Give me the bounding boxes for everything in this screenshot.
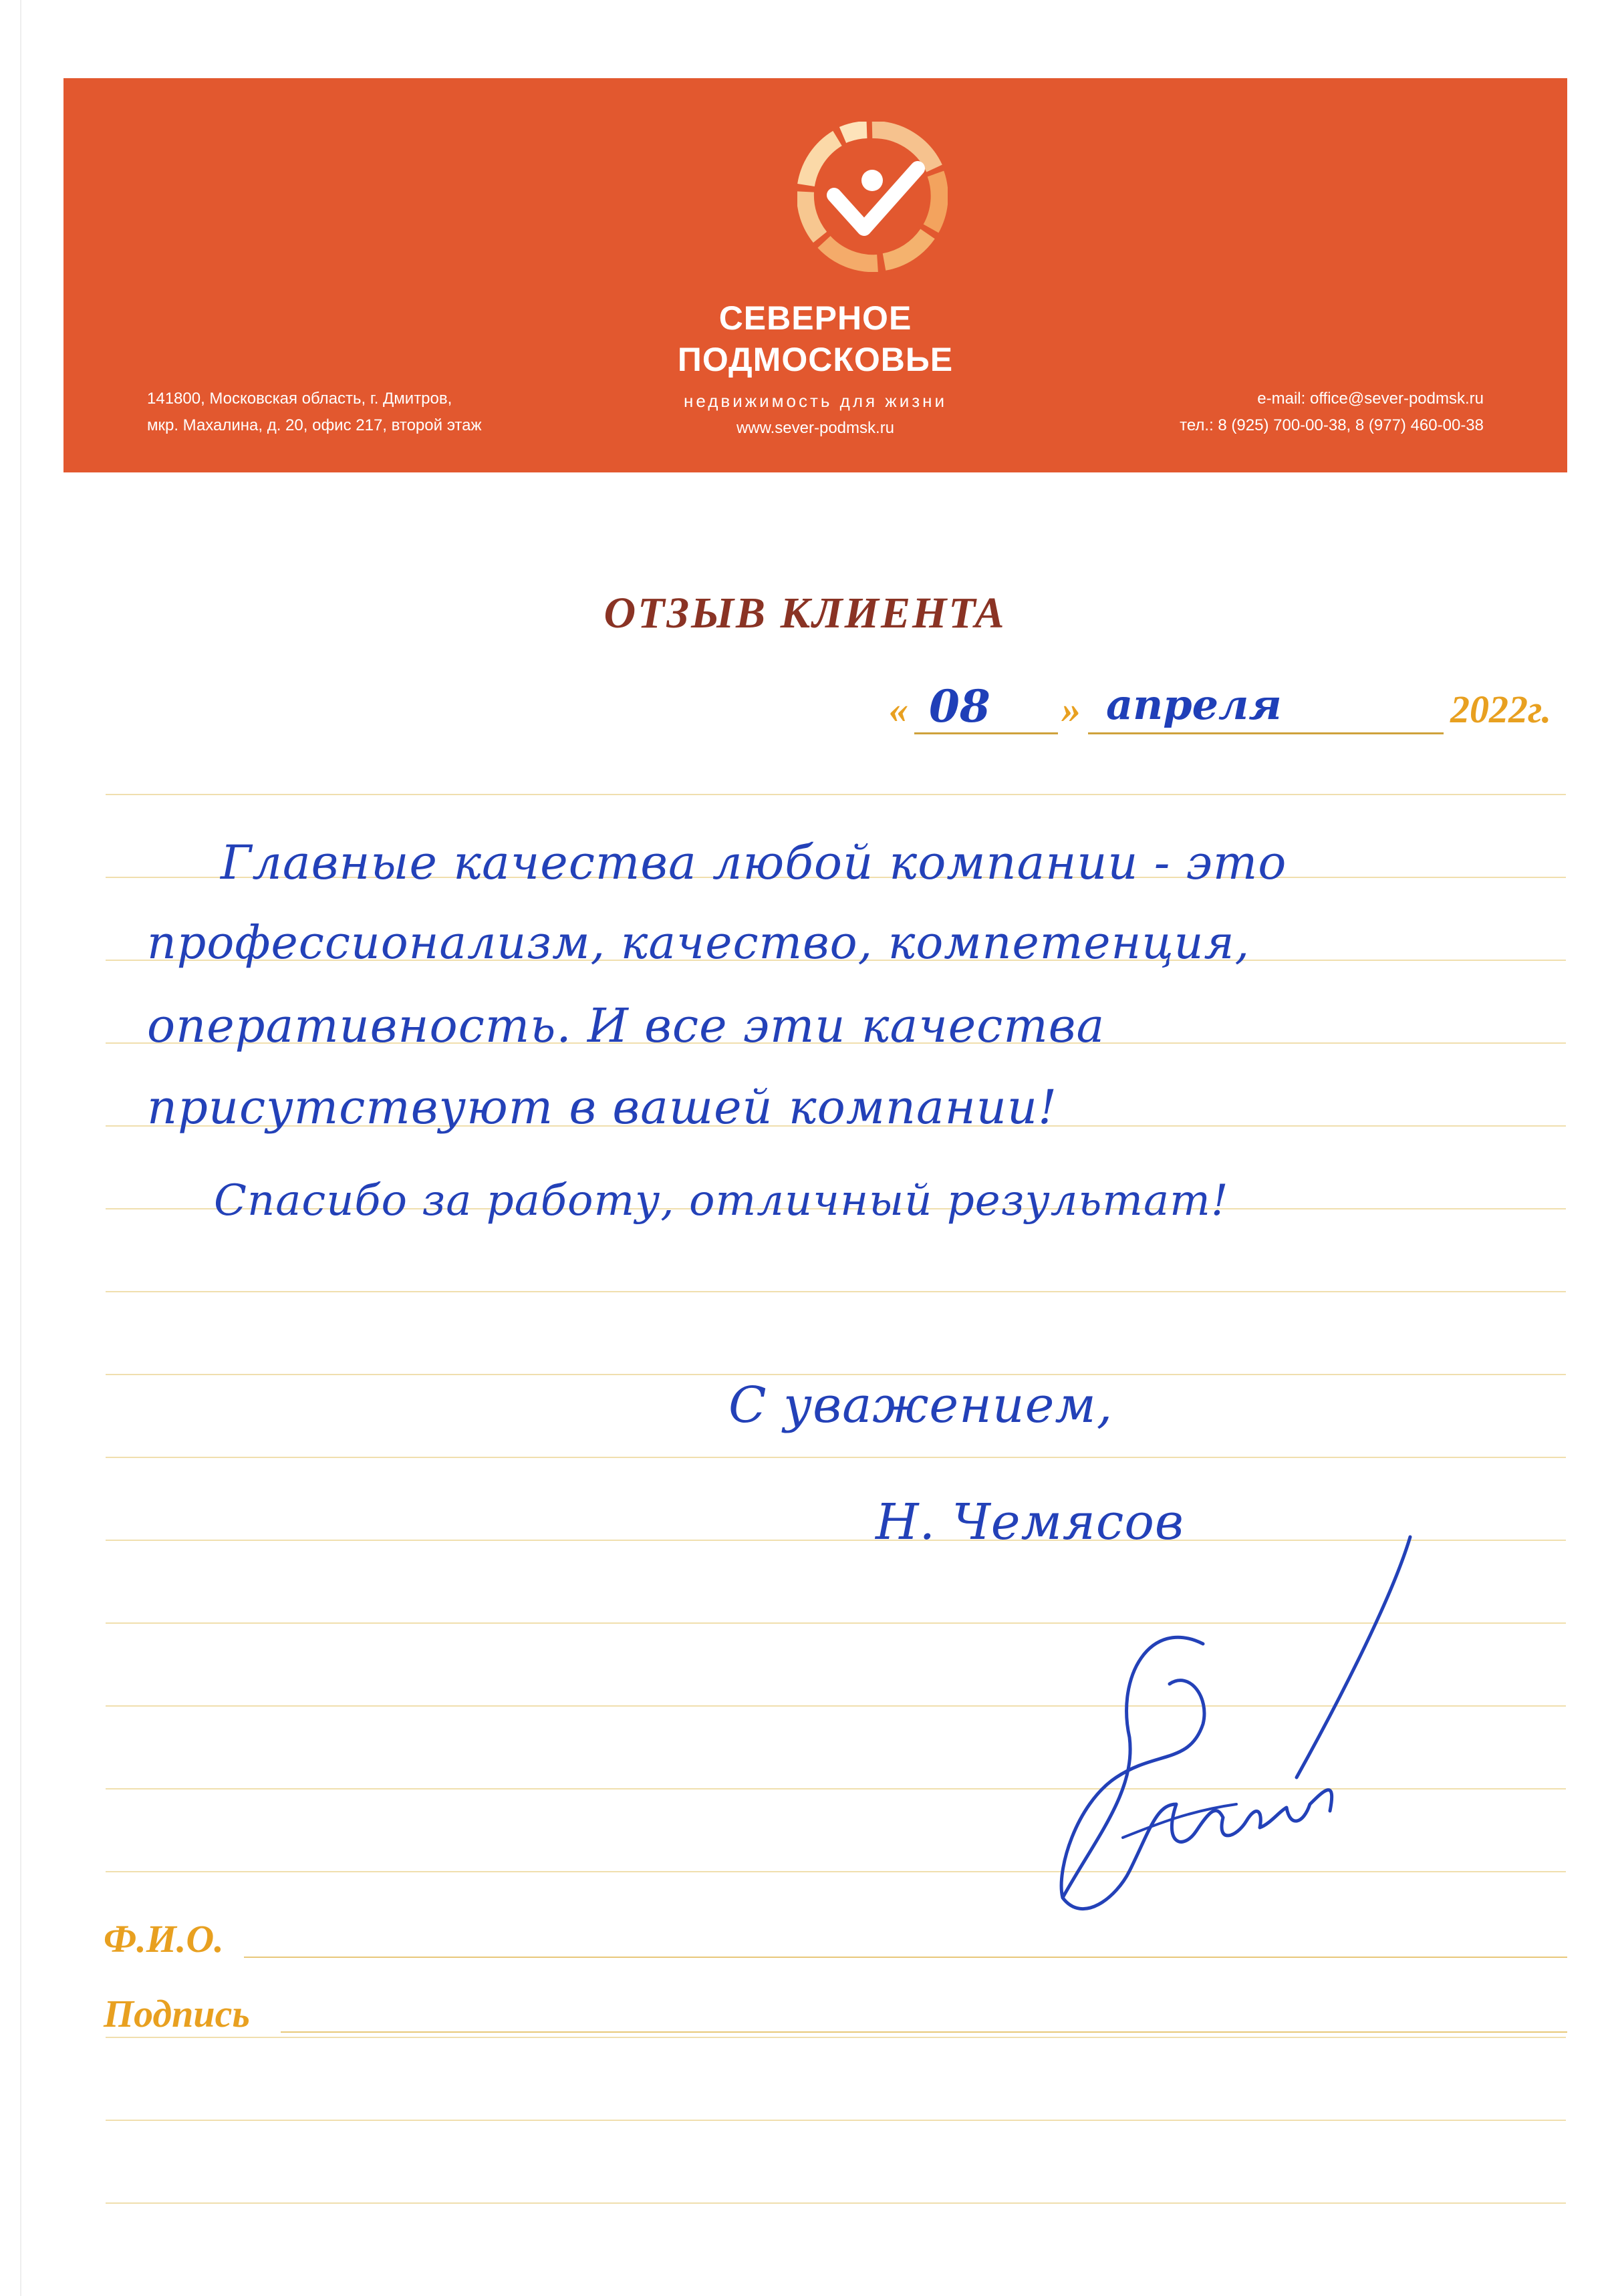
company-website: www.sever-podmsk.ru	[736, 419, 895, 437]
review-text-line-3: оперативность. И все эти качества	[147, 998, 1105, 1053]
full-name-underline	[244, 1957, 1567, 1958]
date-open-quote: «	[889, 688, 908, 731]
date-close-quote: »	[1061, 688, 1081, 731]
brand-name-line1: СЕВЕРНОЕ	[718, 299, 912, 337]
review-text-line-1: Главные качества любой компании - это	[221, 835, 1287, 890]
review-text-line-2: профессионализм, качество, компетенция,	[147, 917, 1250, 970]
signature-underline	[281, 2031, 1567, 2033]
ruled-line	[106, 2202, 1566, 2204]
ruled-line	[106, 2120, 1566, 2121]
date-month-handwritten: апреля	[1106, 680, 1282, 729]
review-text-line-5: Спасибо за работу, отличный результат!	[214, 1176, 1229, 1226]
ruled-line	[106, 1374, 1566, 1375]
brand-tagline: недвижимость для жизни	[683, 391, 948, 411]
label-signature: Подпись	[104, 1992, 250, 2035]
ruled-line	[106, 794, 1566, 795]
brand-name-line2: ПОДМОСКОВЬЕ	[677, 341, 954, 378]
document-title: ОТЗЫВ КЛИЕНТА	[603, 589, 1007, 637]
ruled-line	[106, 1291, 1566, 1292]
review-closing: С уважением,	[728, 1377, 1113, 1434]
date-day-underline	[914, 732, 1058, 734]
handwritten-signature-icon	[1016, 1524, 1484, 1951]
ruled-line	[106, 2037, 1566, 2038]
company-header-banner	[63, 78, 1567, 472]
review-text-line-4: присутствуют в вашей компании!	[147, 1080, 1058, 1135]
company-email: e-mail: office@sever-podmsk.ru	[1257, 390, 1484, 408]
company-phones: тел.: 8 (925) 700-00-38, 8 (977) 460-00-38	[1180, 416, 1484, 434]
company-logo-icon	[797, 122, 948, 272]
ruled-line	[106, 1457, 1566, 1458]
review-signer-name: Н. Чемясов	[876, 1493, 1184, 1551]
company-address-line1: 141800, Московская область, г. Дмитров,	[147, 390, 452, 408]
date-field	[882, 675, 1571, 742]
date-year: 2022г.	[1450, 688, 1552, 731]
date-month-underline	[1088, 732, 1444, 734]
company-address-line2: мкр. Махалина, д. 20, офис 217, второй этаж	[147, 416, 482, 434]
date-day-handwritten: 08	[929, 680, 990, 732]
label-full-name: Ф.И.О.	[104, 1917, 224, 1961]
